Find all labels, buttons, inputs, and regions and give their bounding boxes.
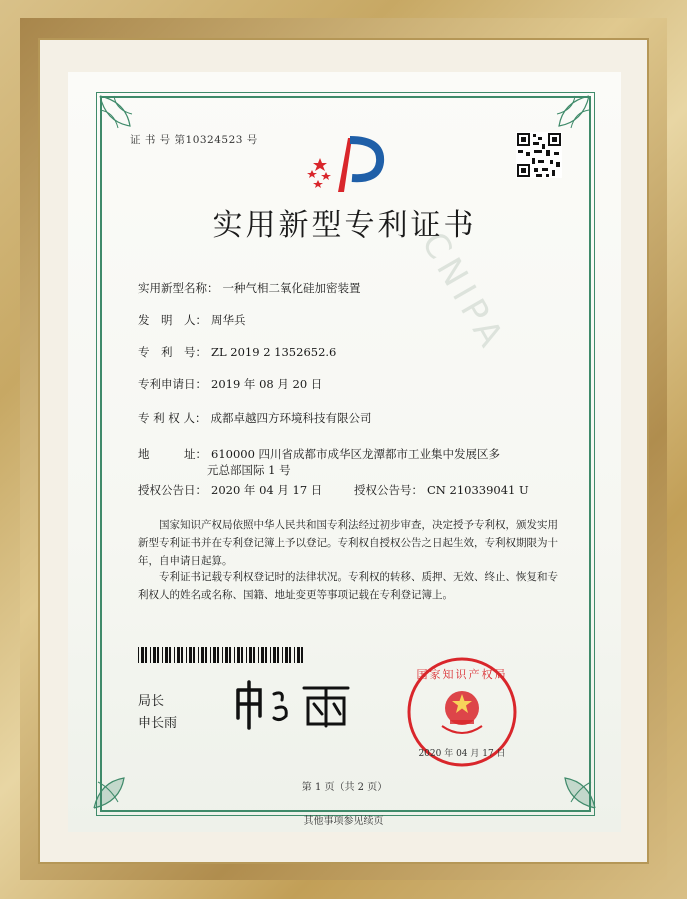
barcode-bar bbox=[258, 647, 259, 663]
barcode-bar bbox=[150, 647, 151, 663]
barcode-bar bbox=[169, 647, 171, 663]
patent-number-row bbox=[138, 344, 336, 360]
address-label: 地 址： bbox=[138, 447, 207, 461]
barcode-bar bbox=[145, 647, 147, 663]
page-number: 第 1 页（共 2 页） bbox=[301, 782, 388, 793]
corner-ornament-top-left bbox=[96, 92, 166, 162]
barcode-bar bbox=[249, 647, 252, 663]
certificate-title: 实用新型专利证书 bbox=[212, 208, 477, 243]
utility-model-name-row bbox=[138, 280, 361, 296]
patent-number-value: ZL 2019 2 1352652.6 bbox=[211, 345, 337, 359]
filing-date-row bbox=[138, 376, 322, 392]
barcode-bar bbox=[289, 647, 291, 663]
inventor-value: 周华兵 bbox=[211, 313, 246, 327]
barcode-bar bbox=[210, 647, 211, 663]
signatory-title: 局长 bbox=[138, 694, 165, 709]
barcode-bar bbox=[181, 647, 183, 663]
filing-date-label: 专利申请日： bbox=[138, 377, 207, 391]
corner-ornament-bottom-left bbox=[90, 742, 160, 812]
barcode-bar bbox=[205, 647, 207, 663]
barcode-bar bbox=[162, 647, 163, 663]
barcode-bar bbox=[282, 647, 283, 663]
barcode-bar bbox=[193, 647, 195, 663]
patentee-value: 成都卓越四方环境科技有限公司 bbox=[210, 411, 372, 425]
inventor-row bbox=[138, 312, 246, 328]
announcement-date-row bbox=[138, 482, 322, 498]
barcode-bar bbox=[297, 647, 300, 663]
cnipa-logo-icon bbox=[300, 132, 390, 202]
barcode-bar bbox=[225, 647, 228, 663]
barcode-bar bbox=[165, 647, 168, 663]
barcode-bar bbox=[246, 647, 247, 663]
barcode-bar bbox=[241, 647, 243, 663]
barcode-bar bbox=[217, 647, 219, 663]
address-line-1: 610000 四川省成都市成华区龙潭都市工业集中发展区多 bbox=[211, 447, 501, 461]
handwritten-signature bbox=[230, 678, 360, 730]
barcode-bar bbox=[138, 647, 139, 663]
legal-status-paragraph: 专利证书记载专利权登记时的法律状况。专利权的转移、质押、无效、终止、恢复和专利权人的姓名或名称、国籍、地址变更等事项记载在专利登记簿上。 bbox=[138, 571, 558, 601]
barcode-bar bbox=[141, 647, 144, 663]
barcode-bar bbox=[213, 647, 216, 663]
announcement-date-label: 授权公告日： bbox=[138, 483, 207, 497]
seal-text: 国家知识产权局 bbox=[416, 668, 508, 681]
barcode-bar bbox=[157, 647, 159, 663]
patentee-label: 专 利 权 人： bbox=[138, 411, 207, 425]
barcode-bar bbox=[285, 647, 288, 663]
announcement-date-value: 2020 年 04 月 17 日 bbox=[211, 483, 323, 497]
barcode-bar bbox=[234, 647, 235, 663]
signatory-name: 申长雨 bbox=[138, 716, 178, 731]
barcode-bar bbox=[265, 647, 267, 663]
barcode-bar bbox=[270, 647, 271, 663]
barcode-icon bbox=[138, 647, 308, 663]
barcode-bar bbox=[174, 647, 175, 663]
address-line-2: 元总部国际 1 号 bbox=[207, 463, 291, 477]
barcode-bar bbox=[222, 647, 223, 663]
announcement-number-value: CN 210339041 U bbox=[427, 483, 529, 497]
barcode-bar bbox=[198, 647, 199, 663]
barcode-bar bbox=[261, 647, 264, 663]
barcode-bar bbox=[177, 647, 180, 663]
barcode-bar bbox=[294, 647, 295, 663]
patentee-row bbox=[138, 410, 371, 426]
patent-number-label: 专 利 号： bbox=[138, 345, 207, 359]
barcode-bar bbox=[273, 647, 276, 663]
official-seal bbox=[406, 656, 518, 768]
inventor-label: 发 明 人： bbox=[138, 313, 207, 327]
barcode-bar bbox=[277, 647, 279, 663]
grant-paragraph: 国家知识产权局依照中华人民共和国专利法经过初步审查，决定授予专利权，颁发实用新型专利证书并在专利登记簿上予以登记。专利权自授权公告之日起生效，专利权期限为十年，自申请日起算。 bbox=[138, 519, 558, 567]
announcement-number-label: 授权公告号： bbox=[354, 483, 423, 497]
announcement-number-row bbox=[354, 482, 529, 498]
filing-date-value: 2019 年 08 月 20 日 bbox=[211, 377, 323, 391]
barcode-bar bbox=[201, 647, 204, 663]
certificate-paper bbox=[68, 72, 621, 832]
footer-note: 其他事项参见续页 bbox=[303, 816, 384, 827]
utility-model-name-value: 一种气相二氧化硅加密装置 bbox=[222, 281, 361, 295]
barcode-bar bbox=[301, 647, 303, 663]
corner-ornament-bottom-right bbox=[529, 742, 599, 812]
utility-model-name-label: 实用新型名称： bbox=[138, 281, 219, 295]
seal-date: 2020 年 04 月 17 日 bbox=[418, 749, 506, 759]
barcode-bar bbox=[237, 647, 240, 663]
address-row bbox=[138, 446, 500, 462]
barcode-bar bbox=[153, 647, 156, 663]
certificate-number: 证 书 号 第10324523 号 bbox=[130, 134, 258, 146]
cnipa-watermark: CNIPA bbox=[413, 225, 514, 359]
barcode-bar bbox=[229, 647, 231, 663]
qr-code-icon bbox=[516, 132, 562, 178]
barcode-bar bbox=[189, 647, 192, 663]
barcode-bar bbox=[186, 647, 187, 663]
barcode-bar bbox=[253, 647, 255, 663]
